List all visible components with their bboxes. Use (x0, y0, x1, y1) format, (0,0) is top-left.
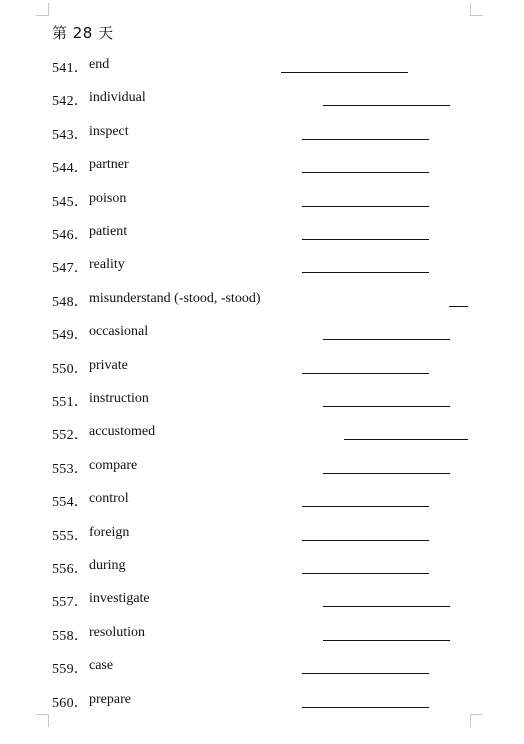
answer-blank-line (302, 172, 429, 173)
page-corner-mark (470, 714, 483, 727)
answer-blank-line (302, 139, 429, 140)
item-number: 558． (52, 629, 89, 644)
item-number: 555． (52, 529, 89, 544)
item-number: 556． (52, 562, 89, 577)
item-number: 550． (52, 362, 89, 377)
vocab-word: investigate (89, 591, 150, 606)
vocab-word: patient (89, 224, 128, 239)
item-number: 552． (52, 428, 89, 443)
item-number: 559． (52, 662, 89, 677)
item-number: 551． (52, 395, 89, 410)
vocab-word: partner (89, 157, 129, 172)
vocab-word: reality (89, 257, 125, 272)
answer-blank-line (323, 606, 450, 607)
vocab-word: compare (89, 458, 138, 473)
answer-blank-line (302, 540, 429, 541)
item-number: 557． (52, 595, 89, 610)
answer-blank-line (281, 72, 408, 73)
answer-blank-line (302, 206, 429, 207)
answer-blank-line (323, 105, 450, 106)
vocab-row (0, 558, 524, 578)
vocab-word: resolution (89, 625, 145, 640)
vocab-row (0, 458, 524, 478)
vocab-word: instruction (89, 391, 149, 406)
item-number: 554． (52, 495, 89, 510)
vocab-row (0, 157, 524, 177)
item-number: 541． (52, 61, 89, 76)
item-number: 544． (52, 161, 89, 176)
vocab-word: foreign (89, 525, 130, 540)
vocab-row (0, 90, 524, 110)
vocab-word: occasional (89, 324, 149, 339)
answer-blank-line (323, 473, 450, 474)
vocab-row (0, 525, 524, 545)
page-title: 第 28 天 (52, 24, 114, 42)
page-corner-mark (470, 3, 483, 16)
vocab-word: individual (89, 90, 146, 105)
vocab-row (0, 491, 524, 511)
page-corner-mark (36, 714, 49, 727)
answer-blank-line (344, 439, 468, 440)
vocab-row (0, 391, 524, 411)
vocab-row (0, 57, 524, 77)
vocab-word: prepare (89, 692, 131, 707)
answer-blank-line (302, 239, 429, 240)
item-number: 560． (52, 696, 89, 711)
vocab-word: misunderstand (-stood, -stood) (89, 291, 261, 306)
item-number: 542． (52, 94, 89, 109)
vocab-word: inspect (89, 124, 129, 139)
item-number: 547． (52, 261, 89, 276)
vocab-row (0, 324, 524, 344)
item-number: 553． (52, 462, 89, 477)
vocab-row (0, 291, 524, 311)
answer-blank-line (323, 339, 450, 340)
vocab-row (0, 658, 524, 678)
vocab-row (0, 191, 524, 211)
vocab-word: accustomed (89, 424, 156, 439)
vocab-row (0, 424, 524, 444)
item-number: 549． (52, 328, 89, 343)
vocab-word: case (89, 658, 114, 673)
vocab-row (0, 692, 524, 712)
vocab-word: poison (89, 191, 127, 206)
item-number: 545． (52, 195, 89, 210)
answer-blank-line (302, 506, 429, 507)
answer-blank-line (323, 406, 450, 407)
answer-blank-line (302, 707, 429, 708)
vocab-word: end (89, 57, 110, 72)
item-number: 543． (52, 128, 89, 143)
answer-blank-line (323, 640, 450, 641)
vocab-row (0, 124, 524, 144)
answer-blank-line (302, 573, 429, 574)
page-corner-mark (36, 3, 49, 16)
vocab-word: private (89, 358, 128, 373)
vocab-row (0, 257, 524, 277)
vocab-row (0, 591, 524, 611)
vocab-word: during (89, 558, 126, 573)
item-number: 548． (52, 295, 89, 310)
answer-blank-line (302, 272, 429, 273)
answer-blank-line (302, 673, 429, 674)
vocab-row (0, 358, 524, 378)
vocab-row (0, 625, 524, 645)
answer-blank-line (302, 373, 429, 374)
vocab-row (0, 224, 524, 244)
vocab-word: control (89, 491, 129, 506)
item-number: 546． (52, 228, 89, 243)
answer-blank-line (449, 306, 468, 307)
